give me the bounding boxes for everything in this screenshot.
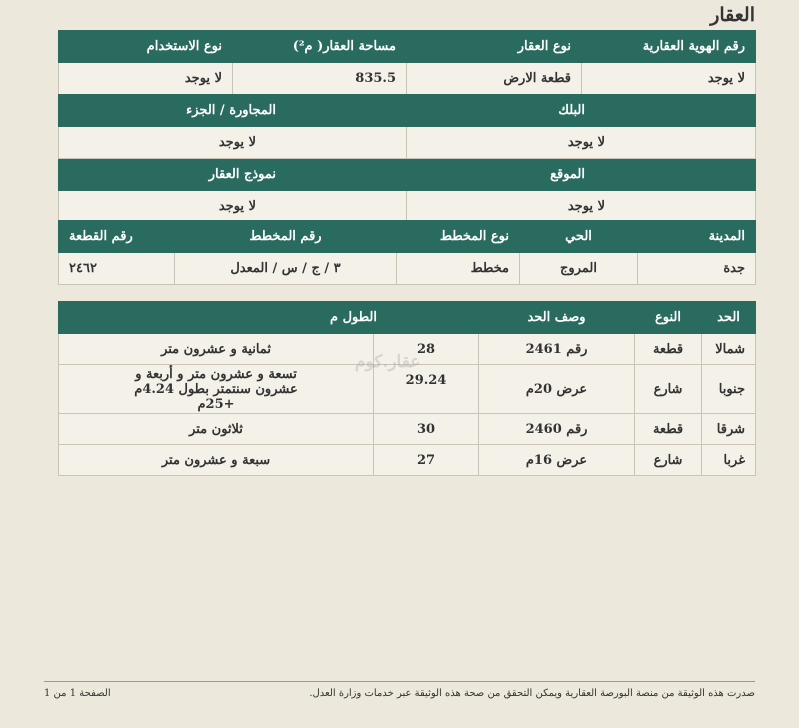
value-cell: ٣ / ج / س / المعدل — [175, 253, 397, 285]
value-row — [59, 63, 756, 95]
side-cell: شرقا — [702, 414, 756, 445]
value-cell: لا يوجد — [407, 191, 756, 223]
watermark: عقار.كوم — [355, 352, 421, 372]
value-cell: مخطط — [397, 253, 520, 285]
header-cell: نموذج العقار — [59, 159, 407, 191]
side-cell: شمالا — [702, 334, 756, 365]
header-cell: مساحة العقار( م²) — [233, 31, 407, 63]
header-row — [59, 31, 756, 63]
header-cell: وصف الحد — [479, 302, 635, 334]
section-title: العقار — [710, 4, 755, 26]
length-num-cell: 27 — [374, 445, 479, 476]
length-text-cell: تسعة و عشرون متر و أربعة و عشرون سنتمتر بطول 4.24م +25م — [59, 365, 374, 414]
table-row — [59, 414, 756, 445]
value-row — [59, 127, 756, 159]
length-num-cell: 29.24 — [374, 365, 479, 414]
value-row — [59, 253, 756, 285]
length-num-cell: 28 — [374, 334, 479, 365]
value-cell: لا يوجد — [59, 191, 407, 223]
header-cell: نوع العقار — [407, 31, 582, 63]
header-cell: رقم المخطط — [175, 221, 397, 253]
property-block-table — [58, 94, 756, 223]
value-cell: ٢٤٦٢ — [59, 253, 175, 285]
value-cell: قطعة الارض — [407, 63, 582, 95]
length-text-cell: سبعة و عشرون متر — [59, 445, 374, 476]
header-cell: النوع — [635, 302, 702, 334]
desc-cell: عرض 20م — [479, 365, 635, 414]
desc-cell: رقم 2461 — [479, 334, 635, 365]
header-cell: البلك — [407, 95, 756, 127]
length-num-cell: 30 — [374, 414, 479, 445]
type-cell: قطعة — [635, 414, 702, 445]
footer-note: صدرت هذه الوثيقة من منصة البورصة العقارية ويمكن التحقق من صحة هذه الوثيقة عبر خدمات وزارة العدل. — [309, 688, 755, 699]
page-number: الصفحة 1 من 1 — [44, 688, 111, 699]
desc-cell: رقم 2460 — [479, 414, 635, 445]
header-cell: المجاورة / الجزء — [59, 95, 407, 127]
header-cell: الطول م — [59, 302, 479, 334]
footer-divider — [44, 681, 755, 682]
side-cell: جنوبا — [702, 365, 756, 414]
property-info-table — [58, 30, 756, 95]
value-cell: جدة — [638, 253, 756, 285]
value-row — [59, 191, 756, 223]
value-cell: لا يوجد — [59, 127, 407, 159]
header-cell: رقم القطعة — [59, 221, 175, 253]
header-cell: الحي — [520, 221, 638, 253]
value-cell: لا يوجد — [582, 63, 756, 95]
header-row — [59, 159, 756, 191]
length-text-cell: ثلاثون متر — [59, 414, 374, 445]
header-cell: الحد — [702, 302, 756, 334]
length-text-cell: ثمانية و عشرون متر — [59, 334, 374, 365]
header-cell: رقم الهوية العقارية — [582, 31, 756, 63]
value-cell: المروج — [520, 253, 638, 285]
type-cell: قطعة — [635, 334, 702, 365]
header-row — [59, 221, 756, 253]
table-row — [59, 445, 756, 476]
header-cell: نوع الاستخدام — [59, 31, 233, 63]
header-row — [59, 302, 756, 334]
side-cell: غربا — [702, 445, 756, 476]
location-table — [58, 220, 756, 285]
header-row — [59, 95, 756, 127]
header-cell: نوع المخطط — [397, 221, 520, 253]
type-cell: شارع — [635, 445, 702, 476]
value-cell: 835.5 — [233, 63, 407, 95]
boundaries-table — [58, 301, 756, 476]
value-cell: لا يوجد — [407, 127, 756, 159]
header-cell: الموقع — [407, 159, 756, 191]
header-cell: المدينة — [638, 221, 756, 253]
type-cell: شارع — [635, 365, 702, 414]
value-cell: لا يوجد — [59, 63, 233, 95]
desc-cell: عرض 16م — [479, 445, 635, 476]
